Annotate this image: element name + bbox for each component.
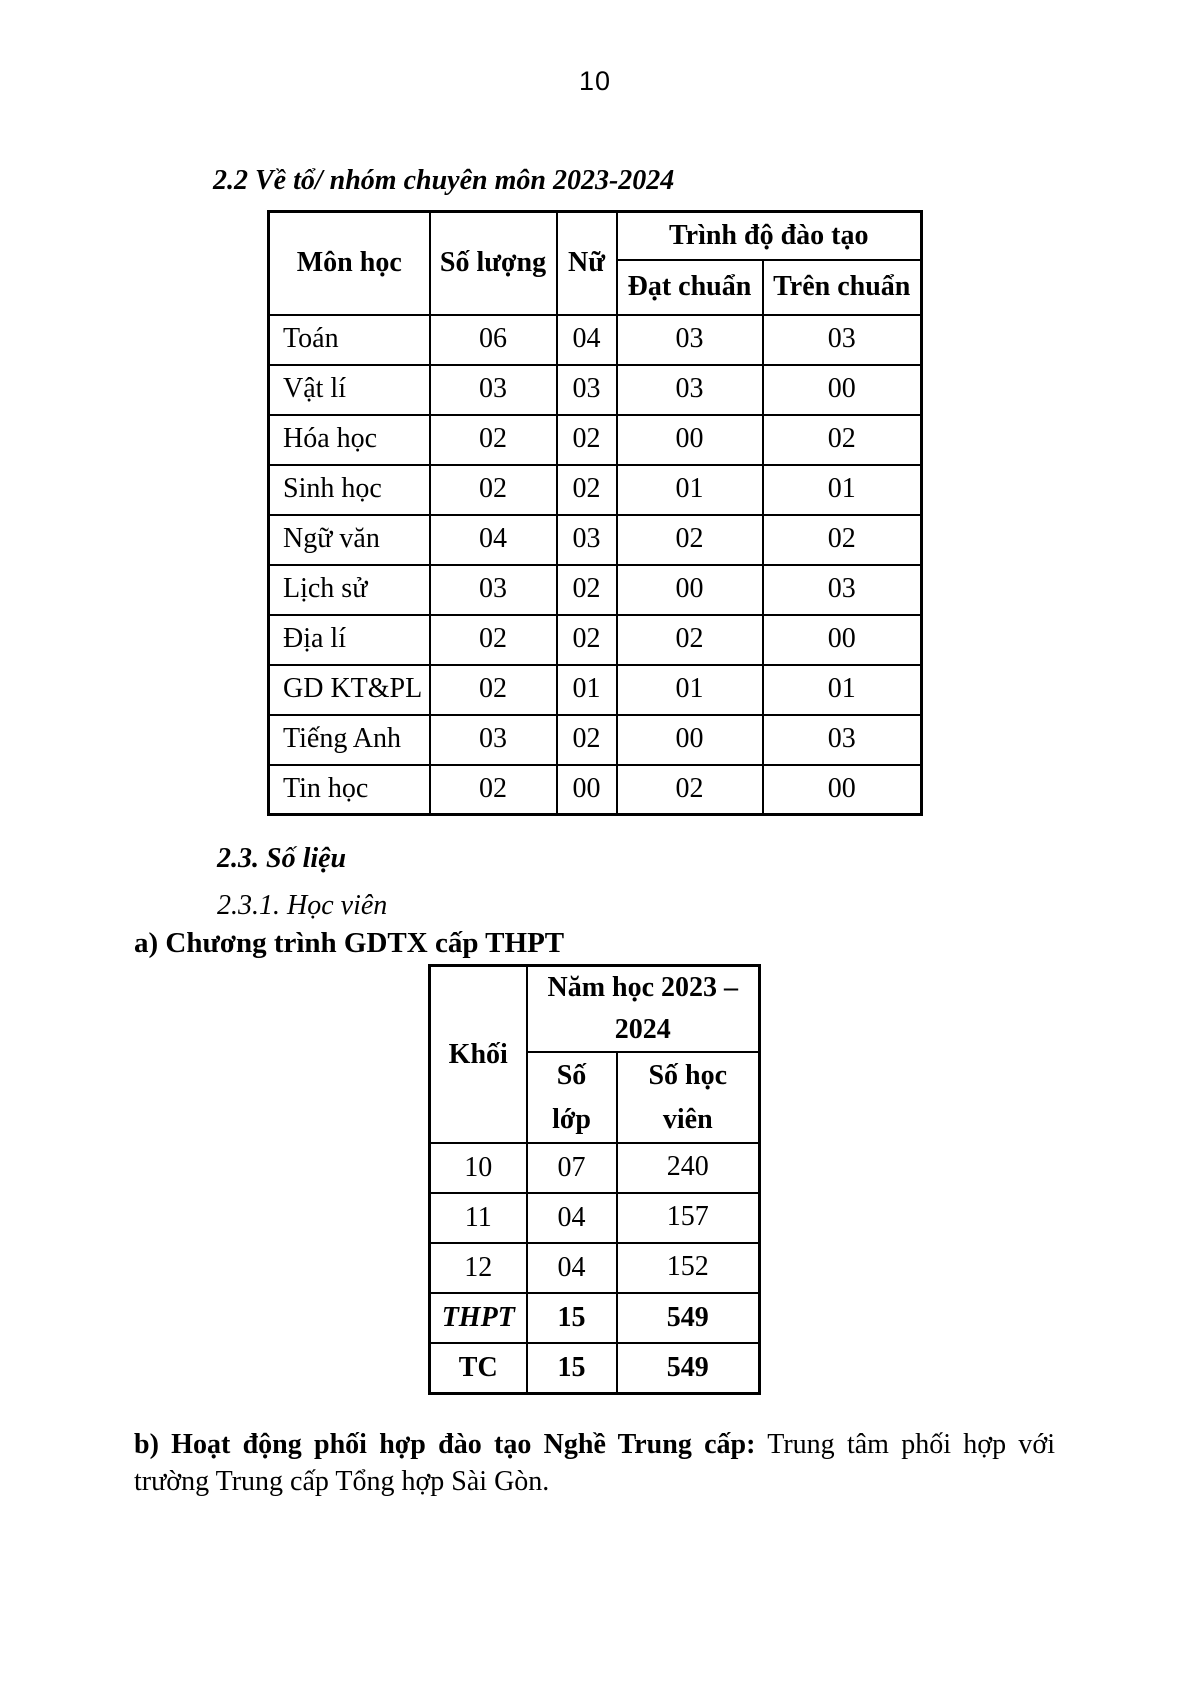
section-2-3-1-heading: 2.3.1. Học viên bbox=[217, 890, 388, 921]
cell-khoi: 12 bbox=[430, 1243, 527, 1293]
cell-mon-hoc: Lịch sử bbox=[269, 565, 430, 615]
cell-mon-hoc: Địa lí bbox=[269, 615, 430, 665]
cell-tren-chuan: 02 bbox=[763, 515, 922, 565]
cell-dat-chuan: 03 bbox=[617, 365, 763, 415]
paragraph-b bbox=[134, 1426, 1055, 1500]
cell-nu: 03 bbox=[557, 515, 617, 565]
cell-mon-hoc: Sinh học bbox=[269, 465, 430, 515]
cell-so-lop: 15 bbox=[527, 1343, 617, 1393]
subject-row bbox=[269, 715, 922, 765]
cell-so-luong: 02 bbox=[430, 615, 557, 665]
cell-mon-hoc: Tiếng Anh bbox=[269, 715, 430, 765]
subject-row bbox=[269, 315, 922, 365]
subject-row bbox=[269, 615, 922, 665]
col-header-so-luong: Số lượng bbox=[430, 212, 557, 315]
cell-so-luong: 02 bbox=[430, 415, 557, 465]
enrollment-table-header bbox=[430, 966, 760, 1144]
cell-khoi: 11 bbox=[430, 1193, 527, 1243]
cell-so-luong: 02 bbox=[430, 665, 557, 715]
cell-so-hoc-vien: 549 bbox=[617, 1343, 760, 1393]
section-2-2-heading: 2.2 Về tổ/ nhóm chuyên môn 2023-2024 bbox=[213, 165, 675, 196]
cell-tren-chuan: 03 bbox=[763, 315, 922, 365]
enrollment-row bbox=[430, 1293, 760, 1343]
cell-nu: 04 bbox=[557, 315, 617, 365]
header-row-1 bbox=[269, 212, 922, 260]
cell-mon-hoc: Tin học bbox=[269, 765, 430, 815]
subject-row bbox=[269, 565, 922, 615]
cell-so-luong: 06 bbox=[430, 315, 557, 365]
col-header-tren-chuan: Trên chuẩn bbox=[763, 260, 922, 315]
col-header-nu: Nữ bbox=[557, 212, 617, 315]
cell-khoi: THPT bbox=[430, 1293, 527, 1343]
enrollment-row bbox=[430, 1243, 760, 1293]
page-number: 10 bbox=[578, 66, 612, 96]
col-header-khoi: Khối bbox=[430, 966, 527, 1144]
col-header-trinh-do-dao-tao: Trình độ đào tạo bbox=[617, 212, 922, 260]
cell-nu: 01 bbox=[557, 665, 617, 715]
cell-nu: 02 bbox=[557, 715, 617, 765]
cell-mon-hoc: Ngữ văn bbox=[269, 515, 430, 565]
cell-so-lop: 04 bbox=[527, 1193, 617, 1243]
enrollment-table-body bbox=[430, 1143, 760, 1393]
cell-so-lop: 07 bbox=[527, 1143, 617, 1193]
cell-so-hoc-vien: 240 bbox=[617, 1143, 760, 1193]
cell-mon-hoc: Vật lí bbox=[269, 365, 430, 415]
cell-so-hoc-vien: 549 bbox=[617, 1293, 760, 1343]
cell-nu: 00 bbox=[557, 765, 617, 815]
cell-dat-chuan: 00 bbox=[617, 715, 763, 765]
cell-mon-hoc: Hóa học bbox=[269, 415, 430, 465]
cell-so-lop: 04 bbox=[527, 1243, 617, 1293]
cell-dat-chuan: 01 bbox=[617, 465, 763, 515]
cell-tren-chuan: 03 bbox=[763, 565, 922, 615]
enrollment-row bbox=[430, 1343, 760, 1393]
cell-khoi: TC bbox=[430, 1343, 527, 1393]
subject-row bbox=[269, 365, 922, 415]
cell-so-hoc-vien: 157 bbox=[617, 1193, 760, 1243]
cell-tren-chuan: 01 bbox=[763, 465, 922, 515]
cell-dat-chuan: 02 bbox=[617, 515, 763, 565]
cell-so-luong: 02 bbox=[430, 765, 557, 815]
cell-dat-chuan: 01 bbox=[617, 665, 763, 715]
cell-mon-hoc: Toán bbox=[269, 315, 430, 365]
paragraph-b-bold-lead: b) Hoạt động phối hợp đào tạo Nghề Trung cấp: bbox=[134, 1429, 756, 1460]
item-a-heading: a) Chương trình GDTX cấp THPT bbox=[134, 927, 565, 959]
cell-tren-chuan: 00 bbox=[763, 765, 922, 815]
subject-row bbox=[269, 415, 922, 465]
cell-so-lop: 15 bbox=[527, 1293, 617, 1343]
cell-tren-chuan: 01 bbox=[763, 665, 922, 715]
cell-so-luong: 04 bbox=[430, 515, 557, 565]
cell-mon-hoc: GD KT&PL bbox=[269, 665, 430, 715]
cell-so-luong: 02 bbox=[430, 465, 557, 515]
cell-so-luong: 03 bbox=[430, 365, 557, 415]
cell-so-hoc-vien: 152 bbox=[617, 1243, 760, 1293]
enrollment-table bbox=[428, 964, 761, 1395]
paragraph-b-regular-text: Trung tâm phối hợp với trường Trung cấp Tổng hợp Sài Gòn. bbox=[134, 1429, 1055, 1497]
subject-groups-table-header bbox=[269, 212, 922, 315]
cell-nu: 02 bbox=[557, 565, 617, 615]
cell-nu: 03 bbox=[557, 365, 617, 415]
col-header-so-hoc-vien: Số học viên bbox=[617, 1052, 760, 1143]
enrollment-row bbox=[430, 1193, 760, 1243]
cell-dat-chuan: 02 bbox=[617, 765, 763, 815]
cell-tren-chuan: 00 bbox=[763, 365, 922, 415]
cell-dat-chuan: 00 bbox=[617, 415, 763, 465]
cell-tren-chuan: 00 bbox=[763, 615, 922, 665]
col-header-mon-hoc: Môn học bbox=[269, 212, 430, 315]
subject-row bbox=[269, 515, 922, 565]
cell-nu: 02 bbox=[557, 615, 617, 665]
subject-row bbox=[269, 765, 922, 815]
cell-nu: 02 bbox=[557, 465, 617, 515]
cell-khoi: 10 bbox=[430, 1143, 527, 1193]
cell-dat-chuan: 02 bbox=[617, 615, 763, 665]
subject-groups-table bbox=[267, 210, 923, 816]
header-row-1 bbox=[430, 966, 760, 1053]
subject-row bbox=[269, 465, 922, 515]
col-header-dat-chuan: Đạt chuẩn bbox=[617, 260, 763, 315]
cell-so-luong: 03 bbox=[430, 565, 557, 615]
enrollment-row bbox=[430, 1143, 760, 1193]
cell-tren-chuan: 02 bbox=[763, 415, 922, 465]
subject-groups-table-body bbox=[269, 315, 922, 815]
cell-so-luong: 03 bbox=[430, 715, 557, 765]
col-header-so-lop: Số lớp bbox=[527, 1052, 617, 1143]
cell-nu: 02 bbox=[557, 415, 617, 465]
cell-dat-chuan: 03 bbox=[617, 315, 763, 365]
col-header-nam-hoc: Năm học 2023 – 2024 bbox=[527, 966, 760, 1053]
section-2-3-heading: 2.3. Số liệu bbox=[217, 843, 347, 874]
cell-tren-chuan: 03 bbox=[763, 715, 922, 765]
cell-dat-chuan: 00 bbox=[617, 565, 763, 615]
subject-row bbox=[269, 665, 922, 715]
